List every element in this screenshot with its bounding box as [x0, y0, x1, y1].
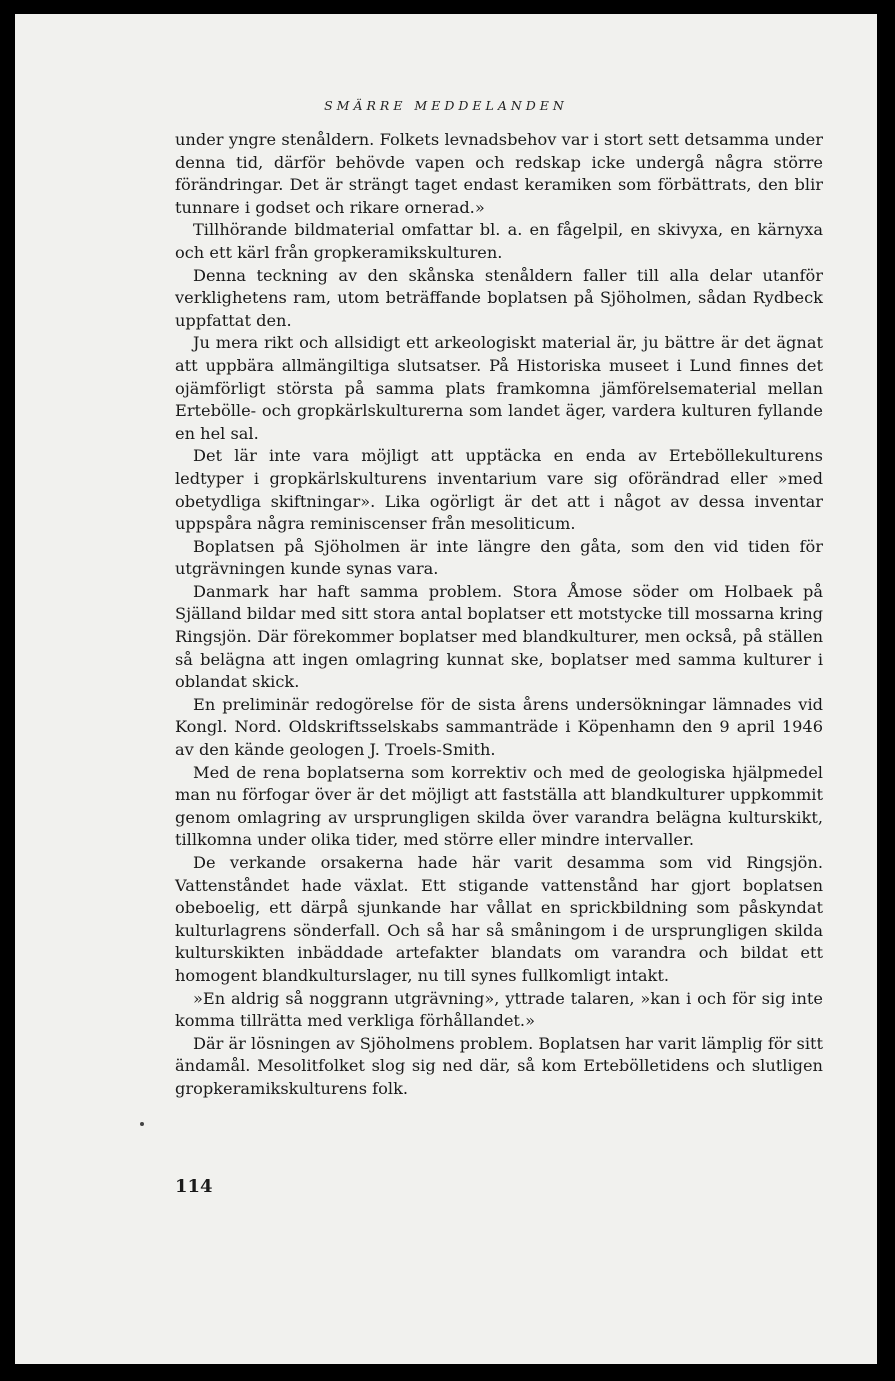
paragraph: Boplatsen på Sjöholmen är inte längre den gåta, som den vid tiden för utgrävningen kunde synas vara.: [175, 536, 823, 579]
page-number: 114: [175, 1176, 213, 1197]
paragraph: Danmark har haft samma problem. Stora Åmose söder om Holbaek på Själland bildar med sitt stora antal boplatser ett motstycke till mossarna kring Ringsjön. Där förekommer boplatser med blandkulturer, men också, på ställen så belägna att ingen omlagring kunnat ske, boplatser med samma kulturer i oblandat skick.: [175, 581, 823, 692]
ink-speck: [140, 1122, 144, 1126]
paragraph: Där är lösningen av Sjöholmens problem. Boplatsen har varit lämplig för sitt ändamål. Mesolitfolket slog sig ned där, så kom Ertebölletidens och slutligen gropkeramikskulturens folk.: [175, 1033, 824, 1098]
body-text: [175, 129, 823, 1101]
paragraph: under yngre stenåldern. Folkets levnadsbehov var i stort sett detsamma under denna tid, därför behövde vapen och redskap icke undergå några större förändringar. Det är strängt taget endast keramiken som förbättrats, den blir tunnare i godset och rikare ornerad.»: [175, 130, 823, 217]
paragraph: »En aldrig så noggrann utgrävning», yttrade talaren, »kan i och för sig inte komma tillrätta med verkliga förhållandet.»: [175, 988, 823, 1031]
paragraph: Tillhörande bildmaterial omfattar bl. a. en fågelpil, en skivyxa, en kärnyxa och ett kärl från gropkeramikskulturen.: [175, 220, 823, 262]
running-head: SMÄRRE MEDDELANDEN: [324, 98, 568, 113]
paragraph: Med de rena boplatserna som korrektiv och med de geologiska hjälpmedel man nu förfogar över är det möjligt att fastställa att blandkulturer uppkommit genom omlagring av ursprungligen skilda över varandra belägna kulturskikt, tillkomna under olika tider, med större eller mindre intervaller.: [175, 762, 823, 850]
paragraph: Denna teckning av den skånska stenåldern faller till alla delar utanför verklighetens ram, utom beträffande boplatsen på Sjöholmen, sådan Rydbeck uppfattat den.: [175, 265, 823, 330]
paragraph: En preliminär redogörelse för de sista årens undersökningar lämnades vid Kongl. Nord. Oldskriftsselskabs sammanträde i Köpenhamn den 9 april 1946 av den kände geologen J. Troels-Smith.: [175, 694, 823, 760]
book-page: [15, 14, 877, 1364]
paragraph: Det lär inte vara möjligt att upptäcka en enda av Erteböllekulturens ledtyper i gropkärlskulturens inventarium vare sig oförändrad eller »med obetydliga skiftningar». Lika ogörligt är det att i något av dessa inventar uppspåra några reminiscenser från mesoliticum.: [175, 446, 823, 534]
paragraph: Ju mera rikt och allsidigt ett arkeologiskt material är, ju bättre är det ägnat att uppbära allmängiltiga slutsatser. På Historiska museet i Lund finnes det ojämförligt största på samma plats framkomna jämförelsematerial mellan Ertebölle- och gropkärlskulturerna som landet äger, vardera kulturen fyllande en hel sal.: [175, 333, 823, 443]
paragraph: De verkande orsakerna hade här varit desamma som vid Ringsjön. Vattenståndet hade växlat. Ett stigande vattenstånd har gjort boplatsen obeboelig, ett därpå sjunkande har vållat en sprickbildning som påskyndat kulturlagrens sönderfall. Och så har så småningom i de ursprungligen skilda kulturskikten inbäddade artefakter blandats om varandra och bildat ett homogent blandkulturslager, nu till synes fullkomligt intakt.: [175, 853, 823, 985]
